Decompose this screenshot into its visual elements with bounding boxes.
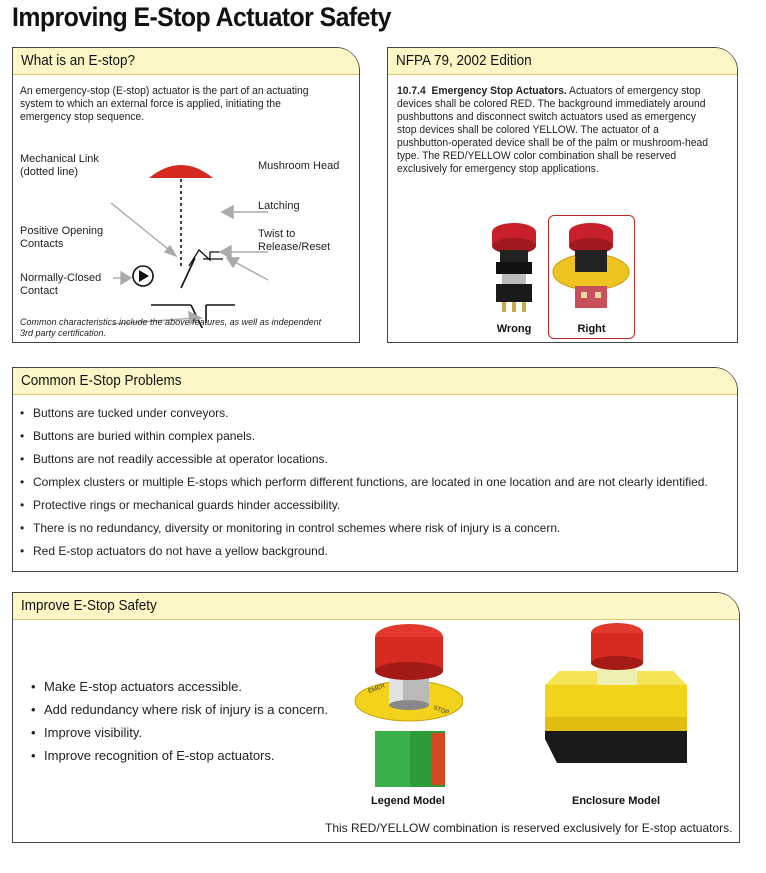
- page-title: Improving E-Stop Actuator Safety: [12, 2, 391, 32]
- list-item: • Improve visibility.: [31, 725, 351, 748]
- right-label: Right: [577, 323, 606, 335]
- mushroom-head-label: Mushroom Head: [258, 160, 340, 172]
- nfpa-79-heading: NFPA 79, 2002 Edition: [388, 48, 737, 75]
- list-item: • Buttons are buried within complex panels.: [20, 429, 732, 452]
- mushroom-head-shape: [149, 165, 213, 178]
- what-is-estop-panel: [12, 47, 360, 343]
- list-item: • Add redundancy where risk of injury is a concern.: [31, 702, 351, 725]
- list-item: • Protective rings or mechanical guards hinder accessibility.: [20, 498, 732, 521]
- enclosure-model-label: Enclosure Model: [571, 795, 661, 807]
- red-yellow-note: This RED/YELLOW combination is reserved exclusively for E-stop actuators.: [325, 821, 733, 835]
- wrong-label: Wrong: [496, 323, 532, 335]
- normally-closed-label: Normally-Closed Contact: [20, 272, 102, 297]
- improve-list: [31, 679, 351, 771]
- right-estop-image: [551, 218, 631, 318]
- list-item: • Improve recognition of E-stop actuators.: [31, 748, 351, 771]
- mechanical-link-label: Mechanical Link (dotted line): [20, 153, 99, 178]
- list-item: • Complex clusters or multiple E-stops which perform different functions, are located in one location and are not clearly identified.: [20, 475, 732, 498]
- positive-opening-label: Positive Opening Contacts: [20, 225, 104, 250]
- list-item: • There is no redundancy, diversity or monitoring in control schemes where risk of injury is a concern.: [20, 521, 732, 544]
- nfpa-section-10-7-4: 10.7.4 Emergency Stop Actuators. Actuators of emergency stop devices shall be colored RED. The background immediately around pushbuttons and disconnect switch actuators used as emergency stop devices shall be colored YELLOW. The actuator of a pushbutton-operated device shall be of the palm or mushroom-head type. The RED/YELLOW color combination shall be reserved exclusively for emergency stop applications.: [397, 85, 708, 175]
- common-problems-panel: [12, 367, 738, 572]
- legend-ring-text-left: EMER: [367, 683, 386, 695]
- problems-list: [20, 406, 732, 567]
- estop-definition: An emergency-stop (E-stop) actuator is the part of an actuating system to which an external force is applied, initiating the emergency stop sequence.: [20, 85, 309, 123]
- enclosure-model-image: [541, 619, 691, 767]
- improve-safety-panel: [12, 592, 740, 843]
- list-item: • Buttons are tucked under conveyors.: [20, 406, 732, 429]
- twist-release-label: Twist to Release/Reset: [258, 228, 331, 253]
- common-problems-heading: Common E-Stop Problems: [13, 368, 737, 395]
- latching-label: Latching: [258, 200, 300, 212]
- wrong-estop-image: [484, 218, 544, 318]
- estop-footnote: Common characteristics include the above features, as well as independent 3rd party certification.: [20, 317, 322, 338]
- improve-safety-heading: Improve E-Stop Safety: [13, 593, 739, 620]
- list-item: • Make E-stop actuators accessible.: [31, 679, 351, 702]
- list-item: • Red E-stop actuators do not have a yellow background.: [20, 544, 732, 567]
- list-item: • Buttons are not readily accessible at operator locations.: [20, 452, 732, 475]
- legend-model-label: Legend Model: [371, 795, 445, 807]
- nfpa-79-panel: [387, 47, 738, 343]
- legend-model-image: [353, 621, 463, 793]
- what-is-estop-heading: What is an E-stop?: [13, 48, 359, 75]
- legend-ring-text-right: STOP: [432, 705, 450, 717]
